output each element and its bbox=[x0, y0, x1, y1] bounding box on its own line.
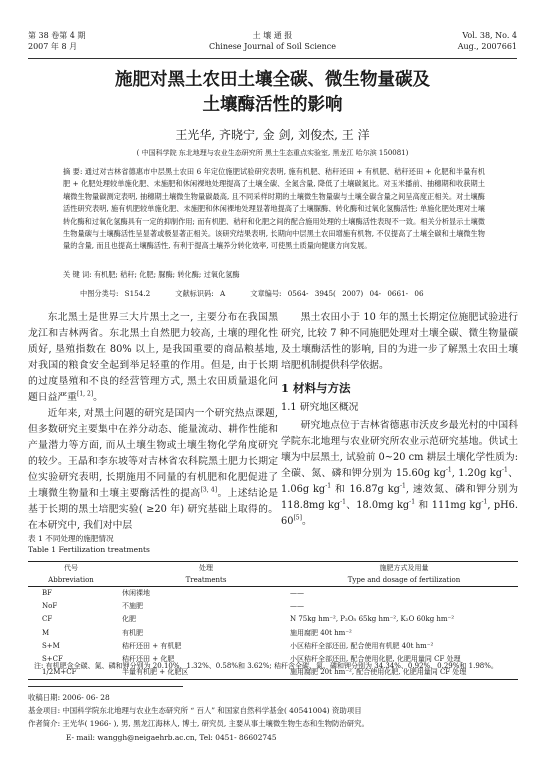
header-treat-cn: 处理 bbox=[114, 562, 290, 575]
cell-abbr: 1/2M+CF bbox=[28, 666, 114, 680]
site-text-d: 和 16.87g kg bbox=[331, 484, 400, 495]
intro-paragraph-2 bbox=[28, 406, 278, 534]
cell-dosage: 施用腐肥 40t hm⁻² bbox=[290, 628, 352, 637]
date-cn: 2007 年 8 月 bbox=[28, 42, 78, 51]
cell-dosage: —— bbox=[290, 602, 304, 611]
keywords-text: 有机肥; 秸秆; 化肥; 脲酶; 转化酶; 过氧化氢酶 bbox=[93, 270, 240, 279]
contact-info: E- mail: wanggh@neigaehrb.ac.cn, Tel: 0451- 86602745 bbox=[66, 732, 277, 742]
table-row bbox=[28, 600, 518, 613]
site-text-e: , 速效氮、磷和钾分别为 118.8mg kg bbox=[281, 484, 518, 511]
unit-exponent: -1 bbox=[409, 498, 416, 506]
table-row bbox=[28, 587, 518, 601]
intro-paragraph-3: 黑土农田小于 10 年的黑土长期定位施肥试验进行研究, 比较 7 种不同施肥处理对土壤全碳、微生物量碳及土壤酶活性的影响, 目的为进一步了解黑土农田土壤培肥机制提供科学依据。 bbox=[281, 312, 518, 371]
table-row bbox=[28, 613, 518, 626]
site-text-c: 、1.06g kg bbox=[281, 468, 519, 495]
right-column bbox=[281, 310, 518, 530]
footnote-rule bbox=[28, 686, 183, 687]
table-header-row-cn bbox=[28, 562, 518, 575]
title-line-1: 施肥对黑土农田土壤全碳、微生物量碳及 bbox=[115, 70, 430, 90]
cell-treatment: 半量有机肥 + 化肥区 bbox=[114, 666, 290, 680]
received-date: 收稿日期: 2006- 06- 28 bbox=[28, 693, 110, 702]
header-right bbox=[458, 30, 517, 52]
unit-exponent: -1 bbox=[325, 482, 332, 490]
cell-abbr: CF bbox=[42, 615, 53, 624]
fund-info: 基金项目: 中国科学院东北地理与农业生态研究所 “ 百人” 和国家自然科学基金( 40541004) 资助项目 bbox=[28, 706, 362, 716]
cell-abbr: M bbox=[42, 628, 50, 637]
table-caption bbox=[28, 533, 150, 555]
citation: [3, 4] bbox=[200, 486, 218, 494]
cell-treatment: 秸秆还田 + 有机肥 bbox=[122, 641, 182, 650]
table-caption-en: Table 1 Fertilization treatments bbox=[28, 545, 150, 554]
keywords bbox=[63, 270, 485, 280]
doc-code: 文献标识码: A bbox=[175, 289, 226, 298]
unit-exponent: -1 bbox=[502, 466, 508, 474]
classification-line bbox=[80, 289, 485, 299]
cell-abbr: BF bbox=[42, 589, 53, 597]
citation: [5] bbox=[293, 514, 302, 522]
article-number: 文章编号: 0564- 3945( 2007) 04- 0661- 06 bbox=[250, 289, 424, 298]
intro-paragraph-2-text: 近年来, 对黑土问题的研究是国内一个研究热点课题, 但多数研究主要集中在养分动态、能量流动、耕作性能和产量潜力等方面, 而从土壤生物或土壤生物化学角度研究的较少。王晶和李东坡等对吉林省农科院黑土肥力长期定位实验研究表明, 长期施用不同量的有机肥和化肥促进了土壤微生物量和土壤主要酶活性的提高 bbox=[28, 408, 278, 499]
header-treat-en: Treatments bbox=[114, 574, 290, 587]
cell-dosage: 小区秸秆全部还田, 配合使用有机肥 40t hm⁻² bbox=[290, 641, 434, 650]
volume-cn: 第 38 卷第 4 期 bbox=[28, 31, 86, 40]
site-text-a: 研究地点位于吉林省德惠市沃皮乡最光村的中国科学院东北地理与农业研究所农业示范研究基地。供试土壤为中层黑土, 试验前 0~20 cm 耕层土壤化学性质为: 全碳、氮、磷和钾分别为 15.60g kg bbox=[281, 420, 518, 479]
site-text-g: 和 111mg kg bbox=[415, 500, 482, 511]
intro-paragraph-1-end: 。 bbox=[93, 392, 103, 403]
keywords-label: 关 键 词: bbox=[63, 270, 92, 279]
title-line-2: 土壤酶活性的影响 bbox=[202, 95, 343, 115]
table-caption-cn: 表 1 不同处理的施肥情况 bbox=[28, 534, 114, 543]
unit-exponent: -1 bbox=[445, 466, 452, 474]
subsection-heading: 1.1 研究地区概况 bbox=[281, 402, 359, 413]
header-abbr-en: Abbreviation bbox=[28, 574, 114, 587]
clc-number: 中图分类号: S154.2 bbox=[80, 289, 151, 298]
cell-dosage: 施用腐肥 20t hm⁻², 配合使用化肥, 化肥用量同 CF 处理 bbox=[290, 666, 518, 680]
cell-dosage: 小区秸秆全部还田, 配合使用化肥, 化肥用量同 CF 处理 bbox=[290, 655, 461, 664]
unit-exponent: -1 bbox=[481, 498, 488, 506]
cell-treatment: 秸秆还田 + 化肥 bbox=[122, 655, 175, 664]
paper-title bbox=[0, 68, 545, 118]
cell-treatment: 有机肥 bbox=[122, 628, 143, 637]
cell-treatment: 化肥 bbox=[122, 615, 136, 624]
site-text-h: , pH6. 60 bbox=[281, 500, 519, 527]
table-row bbox=[28, 627, 518, 640]
author-list: 王光华, 齐晓宁, 金 剑, 刘俊杰, 王 洋 bbox=[175, 128, 370, 142]
cell-abbr: S+CF bbox=[42, 655, 63, 664]
header-dose-cn: 施肥方式及用量 bbox=[290, 562, 518, 575]
unit-exponent: -1 bbox=[340, 498, 347, 506]
cell-dosage: —— bbox=[290, 589, 304, 597]
site-text-end: 。 bbox=[301, 516, 312, 527]
journal-en: Chinese Journal of Soil Science bbox=[208, 42, 337, 51]
table-note: 注: 有机肥含全碳、氮、磷和钾分别为 20.10%、1.32%、0.58%和 3.62%; 秸秆含全碳、氮、磷和钾分别为 34.34%、0.92%、0.29%和 1.98%。 bbox=[34, 662, 498, 670]
affiliation: ( 中国科学院 东北地理与农业生态研究所 黑土生态重点实验室, 黑龙江 哈尔滨 150081) bbox=[136, 149, 409, 157]
footnote bbox=[28, 691, 369, 744]
intro-paragraph-1-text: 东北黑土是世界三大片黑土之一, 主要分布在我国黑龙江和吉林两省。东北黑土自然肥力较高, 土壤的理化性质好, 垦殖指数在 80% 以上, 是我国重要的商品粮基地, 对我国的粮食安全起到举足轻重的作用。但是, 由于长期的过度垦殖和不良的经营管理方式, 黑土农田质量退化问题日益严重 bbox=[28, 312, 278, 403]
abstract-text: 通过对吉林省德惠市中层黑土农田 6 年定位施肥试验研究表明, 施有机肥、秸秆还田 + 有机肥、秸秆还田 + 化肥和半量有机肥 + 化肥处理较单施化肥、未施肥和休闲裸地处理提高了土壤全碳、全氮含量, 降低了土壤碳氮比。对玉米播前、抽穗期和收获期土壤微生物量碳测定表明, 抽穗期土壤微生物量碳最高, 且不同采样时期的土壤微生物量碳与土壤全碳含量之间呈高度正相关。对土壤酶活性研究表明, 施有机肥较单施化肥、未施肥和休闲裸地处理显著地提高了土壤脲酶、转化酶和过氧化氢酶活性; 单施化肥处理对土壤转化酶和过氧化氢酶具有一定的抑制作用; 而有机肥、秸秆和化肥之间的配合施用处理的土壤酶活性表现不一致。相关分析显示土壤微生物量碳与土壤酶活性呈显著或极显著正相关。该研究结果表明, 长期向中层黑土农田增施有机物, 不仅提高了土壤全碳和土壤微生物量的含量, 而且也提高土壤酶活性, 有利于提高土壤养分转化效率, 可使黑土质量向健康方向发展。 bbox=[63, 167, 485, 251]
abstract-label: 摘 要: bbox=[63, 167, 83, 176]
header-abbr-cn: 代号 bbox=[28, 562, 114, 575]
header-rule bbox=[28, 58, 517, 59]
cell-abbr: NoF bbox=[42, 602, 58, 611]
site-paragraph bbox=[281, 418, 518, 530]
left-column bbox=[28, 310, 278, 534]
running-header bbox=[28, 30, 517, 56]
unit-exponent: -1 bbox=[399, 482, 406, 490]
cell-treatment: 休闲裸地 bbox=[122, 589, 150, 597]
site-text-b: , 1.20g kg bbox=[451, 468, 503, 479]
abstract bbox=[63, 166, 485, 253]
cell-treatment: 不施肥 bbox=[122, 602, 143, 611]
cell-abbr: S+M bbox=[42, 641, 60, 650]
intro-paragraph-2-end: 。上述结论是基于长期的黑土培肥实验( ≥20 年) 研究基础上取得的。在本研究中, 我们对中层 bbox=[28, 488, 279, 531]
intro-paragraph-1 bbox=[28, 310, 278, 406]
site-text-f: 、18.0mg kg bbox=[346, 500, 410, 511]
cell-dosage: N 75kg hm⁻², P₂O₅ 65kg hm⁻², K₂O 60kg hm⁻² bbox=[290, 615, 455, 624]
header-dose-en: Type and dosage of fertilization bbox=[290, 574, 518, 587]
citation: [1, 2] bbox=[76, 390, 94, 398]
date-en: Aug., 2007661 bbox=[457, 42, 517, 51]
table-row bbox=[28, 640, 518, 653]
volume-en: Vol. 38, No. 4 bbox=[462, 31, 517, 40]
table-header-row-en bbox=[28, 574, 518, 587]
journal-cn: 土 壤 通 报 bbox=[252, 31, 293, 40]
section-heading: 1 材料与方法 bbox=[281, 381, 351, 395]
header-center bbox=[28, 30, 517, 52]
author-bio: 作者简介: 王光华( 1966- ), 男, 黑龙江海林人, 博士, 研究员, 主要从事土壤微生物生态和生物防治研究。 bbox=[28, 719, 369, 729]
